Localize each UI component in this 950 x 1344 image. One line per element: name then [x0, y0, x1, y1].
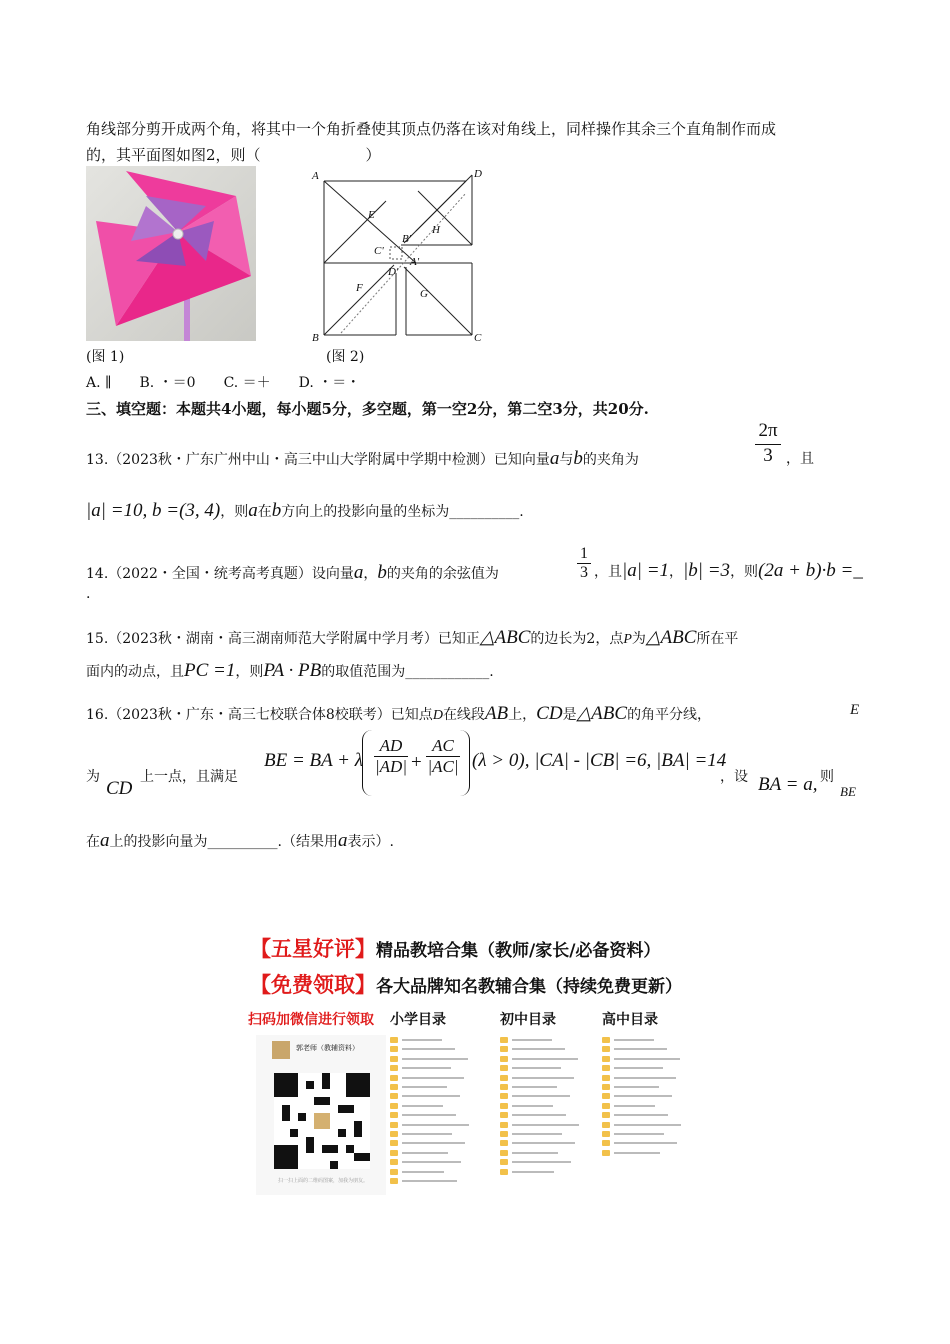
q13-line-2: |a| =10, b =(3, 4)，则a在b方向上的投影向量的坐标为__________.: [86, 500, 524, 521]
folder-label: [512, 1048, 565, 1050]
folder-label: [402, 1161, 461, 1163]
q16-be: BE: [840, 784, 856, 799]
banner-col-middle: 初中目录: [500, 1012, 556, 1028]
folder-icon: [500, 1056, 508, 1062]
q16-formula-left: BE = BA + λ: [264, 750, 363, 771]
folder-icon: [602, 1065, 610, 1071]
folder-icon: [500, 1131, 508, 1137]
folder-icon: [500, 1093, 508, 1099]
folder-icon: [602, 1075, 610, 1081]
folder-label: [614, 1067, 663, 1069]
intro-line-1: 角线部分剪开成两个角，将其中一个角折叠使其顶点仍落在该对角线上，同样操作其余三个直角制作而成: [86, 120, 777, 138]
folder-label: [402, 1048, 455, 1050]
folder-label: [512, 1105, 553, 1107]
folder-icon: [500, 1065, 508, 1071]
wechat-card: [256, 1035, 386, 1195]
folder-label: [402, 1142, 465, 1144]
q16-line-3: 在a上的投影向量为__________.（结果用a表示）.: [86, 830, 394, 851]
folder-icon: [500, 1103, 508, 1109]
q13-end: ，且: [786, 451, 814, 467]
folder-icon: [500, 1075, 508, 1081]
folder-label: [614, 1114, 668, 1116]
folder-icon: [390, 1046, 398, 1052]
folder-icon: [390, 1169, 398, 1175]
fig2-caption: (图 2): [326, 349, 365, 365]
banner-line-2: 【免费领取】各大品牌知名教辅合集（持续免费更新）: [250, 973, 682, 997]
folder-label: [512, 1114, 566, 1116]
folder-icon: [390, 1056, 398, 1062]
folder-icon: [390, 1140, 398, 1146]
folder-label: [512, 1058, 578, 1060]
answer-options: A. ∥ B. ・＝0 C. ＝＋ D. ・＝・: [86, 375, 361, 391]
folder-icon: [500, 1150, 508, 1156]
section-header: 三、填空题：本题共4小题，每小题5分，多空题，第一空2分，第二空3分，共20分.: [86, 400, 649, 418]
folder-label: [512, 1039, 552, 1041]
folder-icon: [390, 1122, 398, 1128]
folder-label: [402, 1039, 442, 1041]
label-A: A: [312, 170, 319, 182]
q16-line-2-start: 为: [86, 769, 100, 785]
folder-icon: [390, 1065, 398, 1071]
folder-label: [402, 1095, 460, 1097]
q16-plus: +: [411, 752, 422, 773]
label-H: H: [432, 224, 440, 236]
folder-label: [614, 1095, 672, 1097]
q15-line-2: 面内的动点，且PC =1，则PA · PB的取值范围为____________.: [86, 660, 494, 681]
intro-line-2: 的，其平面图如图2，则（ ）: [86, 146, 381, 164]
folder-icon: [602, 1122, 610, 1128]
banner-scan-label: 扫码加微信进行领取: [248, 1012, 374, 1028]
wechat-footer: 扫一扫上面的二维码图案，加我为朋友。: [278, 1178, 369, 1184]
label-C1: C': [374, 245, 384, 257]
folder-icon: [602, 1093, 610, 1099]
banner-line-1: 【五星好评】精品教培合集（教师/家长/必备资料）: [250, 937, 661, 961]
label-A1: A': [410, 256, 420, 268]
folder-label: [512, 1171, 554, 1173]
folder-icon: [602, 1140, 610, 1146]
folder-label: [614, 1133, 664, 1135]
label-D1: D': [388, 266, 399, 278]
q16-fraction-ac: AC |AC|: [427, 736, 459, 776]
folder-icon: [390, 1131, 398, 1137]
label-G: G: [420, 288, 428, 300]
promo-banner: [246, 925, 706, 1200]
q16-line-2-mid: 上一点，且满足: [140, 769, 238, 785]
folder-label: [614, 1086, 659, 1088]
folder-label: [512, 1133, 562, 1135]
folder-icon: [602, 1056, 610, 1062]
q14-cos-fraction: 1 3: [577, 545, 591, 582]
folder-icon: [390, 1103, 398, 1109]
folder-icon: [500, 1046, 508, 1052]
folder-icon: [390, 1150, 398, 1156]
pinwheel-photo: [86, 166, 256, 341]
folder-label: [512, 1142, 575, 1144]
folder-label: [512, 1124, 579, 1126]
label-B: B: [312, 332, 319, 344]
folder-icon: [390, 1037, 398, 1043]
folder-label: [402, 1058, 468, 1060]
folder-label: [402, 1152, 448, 1154]
q16-formula-right: (λ > 0), |CA| - |CB| =6, |BA| =14: [472, 750, 727, 771]
folder-label: [614, 1058, 680, 1060]
banner-col-high: 高中目录: [602, 1012, 658, 1028]
folder-label: [402, 1180, 457, 1182]
folder-label: [402, 1077, 464, 1079]
q16-fraction-ad: AD |AD|: [374, 736, 407, 776]
folder-label: [614, 1142, 677, 1144]
fig1-caption: (图 1): [86, 349, 125, 365]
banner-col-primary: 小学目录: [390, 1012, 446, 1028]
folder-label: [512, 1067, 561, 1069]
folder-icon: [390, 1178, 398, 1184]
avatar: [272, 1041, 290, 1059]
folder-icon: [602, 1084, 610, 1090]
folder-icon: [390, 1093, 398, 1099]
pinwheel-diagram: [306, 163, 506, 348]
q13-line-1: 13.（2023秋・广东广州中山・高三中山大学附属中学期中检测）已知向量a与b的夹角为: [86, 448, 639, 469]
folder-label: [614, 1152, 660, 1154]
label-C: C: [474, 332, 482, 344]
folder-icon: [390, 1159, 398, 1165]
folder-label: [402, 1105, 443, 1107]
folder-label: [402, 1133, 452, 1135]
folder-icon: [602, 1103, 610, 1109]
q16-line-1: 16.（2023秋・广东・高三七校联合体8校联考）已知点D在线段AB上，CD是△ABC的角平分线，: [86, 703, 712, 724]
folder-label: [512, 1161, 571, 1163]
folder-icon: [602, 1037, 610, 1043]
folder-icon: [602, 1046, 610, 1052]
folder-icon: [500, 1169, 508, 1175]
q16-point-e: E: [850, 702, 860, 718]
folder-label: [402, 1067, 451, 1069]
folder-label: [512, 1095, 570, 1097]
q16-then: 则: [820, 769, 834, 785]
folder-label: [402, 1086, 447, 1088]
folder-label: [512, 1086, 557, 1088]
folder-icon: [390, 1112, 398, 1118]
folder-label: [402, 1114, 456, 1116]
q16-set: ，设: [720, 769, 748, 785]
folder-icon: [602, 1112, 610, 1118]
folder-icon: [390, 1075, 398, 1081]
folder-icon: [500, 1122, 508, 1128]
folder-label: [512, 1152, 558, 1154]
folder-icon: [390, 1084, 398, 1090]
q14-conditions: ，且|a| =1，|b| =3，则(2a + b)·b =_: [594, 560, 863, 581]
folder-label: [614, 1124, 681, 1126]
q16-ba: BA = a,: [758, 774, 818, 795]
folder-icon: [500, 1159, 508, 1165]
folder-icon: [602, 1131, 610, 1137]
teacher-name: 郭老师（教辅资料）: [296, 1044, 359, 1052]
folder-icon: [602, 1150, 610, 1156]
folder-label: [512, 1077, 574, 1079]
folder-label: [614, 1039, 654, 1041]
folder-icon: [500, 1112, 508, 1118]
label-D: D: [474, 168, 482, 180]
folder-icon: [500, 1084, 508, 1090]
q14-end: .: [86, 586, 91, 602]
q15-line-1: 15.（2023秋・湖南・高三湖南师范大学附属中学月考）已知正△ABC的边长为2，点P为△ABC所在平: [86, 627, 739, 648]
label-F: F: [356, 282, 363, 294]
pinwheel-icon: [86, 166, 256, 341]
folder-icon: [500, 1140, 508, 1146]
folder-label: [402, 1171, 444, 1173]
qr-code-icon: [274, 1073, 370, 1169]
label-E: E: [368, 209, 375, 221]
folder-label: [614, 1048, 667, 1050]
label-B1: B': [402, 233, 412, 245]
folder-label: [402, 1124, 469, 1126]
q13-angle-fraction: 2π 3: [755, 420, 781, 467]
q14-line-1: 14.（2022・全国・统考高考真题）设向量a，b的夹角的余弦值为: [86, 562, 499, 583]
folder-icon: [500, 1037, 508, 1043]
folder-label: [614, 1105, 655, 1107]
q16-cd: CD: [106, 778, 133, 799]
folder-label: [614, 1077, 676, 1079]
